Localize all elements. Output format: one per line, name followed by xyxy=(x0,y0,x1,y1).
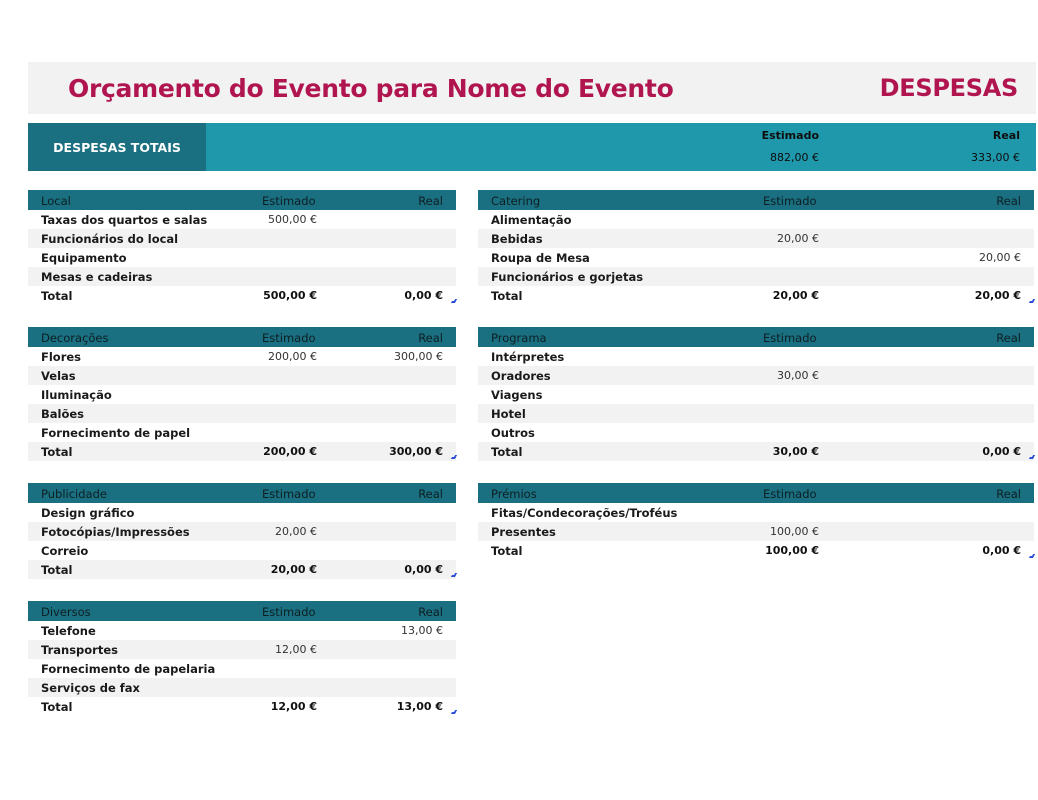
estimated-cell[interactable]: 20,00 € xyxy=(777,232,819,245)
table-row xyxy=(28,366,456,385)
total-estimated-cell[interactable]: 12,00 € xyxy=(270,700,317,713)
total-estimated-cell[interactable]: 20,00 € xyxy=(270,563,317,576)
total-row xyxy=(478,286,1034,305)
title-bar xyxy=(28,62,1036,114)
section-header xyxy=(28,327,456,347)
row-label: Equipamento xyxy=(41,251,127,265)
row-label: Fornecimento de papelaria xyxy=(41,662,216,676)
total-row xyxy=(28,442,456,461)
estimated-cell[interactable]: 100,00 € xyxy=(770,525,819,538)
section-rows xyxy=(28,347,456,461)
row-label: Presentes xyxy=(491,525,556,539)
section-header xyxy=(28,601,456,621)
row-label: Iluminação xyxy=(41,388,112,402)
section-rows xyxy=(478,210,1034,305)
column-header-actual: Real xyxy=(418,605,443,619)
actual-cell[interactable]: 13,00 € xyxy=(401,624,443,637)
section-title: Diversos xyxy=(41,605,91,619)
total-row xyxy=(28,697,456,716)
cell-marker-icon xyxy=(451,573,457,577)
total-label: Total xyxy=(41,563,73,577)
table-row xyxy=(478,229,1034,248)
section-title: Local xyxy=(41,194,71,208)
section-header xyxy=(28,190,456,210)
row-label: Funcionários do local xyxy=(41,232,179,246)
total-label: Total xyxy=(491,445,523,459)
total-expenses-bar xyxy=(28,123,1036,171)
cell-marker-icon xyxy=(1029,455,1035,459)
estimated-cell[interactable]: 20,00 € xyxy=(275,525,317,538)
total-actual-cell[interactable]: 13,00 € xyxy=(396,700,443,713)
section-label: DESPESAS xyxy=(879,74,1018,102)
total-row xyxy=(28,560,456,579)
table-row xyxy=(478,267,1034,286)
total-actual-cell[interactable]: 0,00 € xyxy=(982,445,1021,458)
cell-marker-icon xyxy=(451,455,457,459)
table-row xyxy=(478,347,1034,366)
section-title: Prémios xyxy=(491,487,537,501)
cell-marker-icon xyxy=(1029,554,1035,558)
section-title: Catering xyxy=(491,194,541,208)
table-row xyxy=(28,503,456,522)
section-diversos xyxy=(28,601,456,716)
section-rows xyxy=(28,621,456,716)
actual-cell[interactable]: 20,00 € xyxy=(979,251,1021,264)
total-actual-cell[interactable]: 0,00 € xyxy=(404,289,443,302)
row-label: Funcionários e gorjetas xyxy=(491,270,644,284)
section-rows xyxy=(478,347,1034,461)
column-header-estimated: Estimado xyxy=(262,605,316,619)
row-label: Viagens xyxy=(491,388,543,402)
total-actual-cell[interactable]: 0,00 € xyxy=(404,563,443,576)
section-title: Publicidade xyxy=(41,487,107,501)
total-estimated-cell[interactable]: 20,00 € xyxy=(772,289,819,302)
table-row xyxy=(28,347,456,366)
table-row xyxy=(478,522,1034,541)
column-header-estimated: Estimado xyxy=(262,487,316,501)
table-row xyxy=(28,640,456,659)
total-label: Total xyxy=(491,544,523,558)
section-title: Programa xyxy=(491,331,547,345)
section-publicidade xyxy=(28,483,456,579)
estimated-cell[interactable]: 12,00 € xyxy=(275,643,317,656)
row-label: Fornecimento de papel xyxy=(41,426,191,440)
column-header-estimated: Estimado xyxy=(763,331,817,345)
table-row xyxy=(478,366,1034,385)
table-row xyxy=(28,659,456,678)
total-label: Total xyxy=(41,289,73,303)
row-label: Intérpretes xyxy=(491,350,565,364)
section-rows xyxy=(478,503,1034,560)
row-label: Balões xyxy=(41,407,85,421)
total-expenses-label: DESPESAS TOTAIS xyxy=(28,123,206,171)
total-actual-cell[interactable]: 20,00 € xyxy=(974,289,1021,302)
total-label: Total xyxy=(41,700,73,714)
column-header-actual: Real xyxy=(996,331,1021,345)
total-actual-cell[interactable]: 0,00 € xyxy=(982,544,1021,557)
table-row xyxy=(28,522,456,541)
estimated-cell[interactable]: 200,00 € xyxy=(268,350,317,363)
column-header-estimated: Estimado xyxy=(262,194,316,208)
total-estimated-value[interactable]: 882,00 € xyxy=(770,151,819,164)
row-label: Hotel xyxy=(491,407,526,421)
row-label: Mesas e cadeiras xyxy=(41,270,153,284)
section-header xyxy=(478,327,1034,347)
column-header-estimated: Estimado xyxy=(262,331,316,345)
estimated-cell[interactable]: 30,00 € xyxy=(777,369,819,382)
section-premios xyxy=(478,483,1034,560)
row-label: Flores xyxy=(41,350,82,364)
total-actual-cell[interactable]: 300,00 € xyxy=(389,445,443,458)
column-header-actual: Real xyxy=(996,194,1021,208)
row-label: Correio xyxy=(41,544,89,558)
total-actual-header: Real xyxy=(992,129,1020,142)
estimated-cell[interactable]: 500,00 € xyxy=(268,213,317,226)
column-header-actual: Real xyxy=(418,331,443,345)
row-label: Design gráfico xyxy=(41,506,135,520)
row-label: Roupa de Mesa xyxy=(491,251,590,265)
column-header-estimated: Estimado xyxy=(763,487,817,501)
table-row xyxy=(28,229,456,248)
cell-marker-icon xyxy=(1029,299,1035,303)
row-label: Bebidas xyxy=(491,232,543,246)
table-row xyxy=(28,248,456,267)
actual-cell[interactable]: 300,00 € xyxy=(394,350,443,363)
row-label: Alimentação xyxy=(491,213,572,227)
total-estimated-header: Estimado xyxy=(761,129,819,142)
section-title: Decorações xyxy=(41,331,109,345)
total-actual-value[interactable]: 333,00 € xyxy=(971,151,1020,164)
table-row xyxy=(478,404,1034,423)
column-header-estimated: Estimado xyxy=(763,194,817,208)
cell-marker-icon xyxy=(451,299,457,303)
table-row xyxy=(28,210,456,229)
total-estimated-cell[interactable]: 500,00 € xyxy=(263,289,317,302)
section-header xyxy=(478,483,1034,503)
table-row xyxy=(28,385,456,404)
table-row xyxy=(28,404,456,423)
table-row xyxy=(28,541,456,560)
table-row xyxy=(28,267,456,286)
total-label: Total xyxy=(491,289,523,303)
column-header-actual: Real xyxy=(418,194,443,208)
section-local xyxy=(28,190,456,305)
table-row xyxy=(478,423,1034,442)
section-rows xyxy=(28,503,456,579)
row-label: Fitas/Condecorações/Troféus xyxy=(491,506,678,520)
row-label: Fotocópias/Impressões xyxy=(41,525,190,539)
total-estimated-cell[interactable]: 100,00 € xyxy=(765,544,819,557)
section-header xyxy=(478,190,1034,210)
total-row xyxy=(28,286,456,305)
cell-marker-icon xyxy=(451,710,457,714)
row-label: Transportes xyxy=(41,643,118,657)
column-header-actual: Real xyxy=(418,487,443,501)
total-row xyxy=(478,442,1034,461)
section-catering xyxy=(478,190,1034,305)
section-decoracoes xyxy=(28,327,456,461)
column-header-actual: Real xyxy=(996,487,1021,501)
row-label: Serviços de fax xyxy=(41,681,140,695)
table-row xyxy=(478,503,1034,522)
row-label: Outros xyxy=(491,426,535,440)
row-label: Oradores xyxy=(491,369,551,383)
table-row xyxy=(28,423,456,442)
section-programa xyxy=(478,327,1034,461)
table-row xyxy=(478,210,1034,229)
table-row xyxy=(478,248,1034,267)
row-label: Taxas dos quartos e salas xyxy=(41,213,208,227)
total-estimated-cell[interactable]: 200,00 € xyxy=(263,445,317,458)
table-row xyxy=(28,678,456,697)
total-row xyxy=(478,541,1034,560)
section-header xyxy=(28,483,456,503)
row-label: Telefone xyxy=(41,624,96,638)
page-title: Orçamento do Evento para Nome do Evento xyxy=(68,74,674,103)
total-estimated-cell[interactable]: 30,00 € xyxy=(772,445,819,458)
table-row xyxy=(478,385,1034,404)
table-row xyxy=(28,621,456,640)
row-label: Velas xyxy=(41,369,76,383)
total-label: Total xyxy=(41,445,73,459)
section-rows xyxy=(28,210,456,305)
